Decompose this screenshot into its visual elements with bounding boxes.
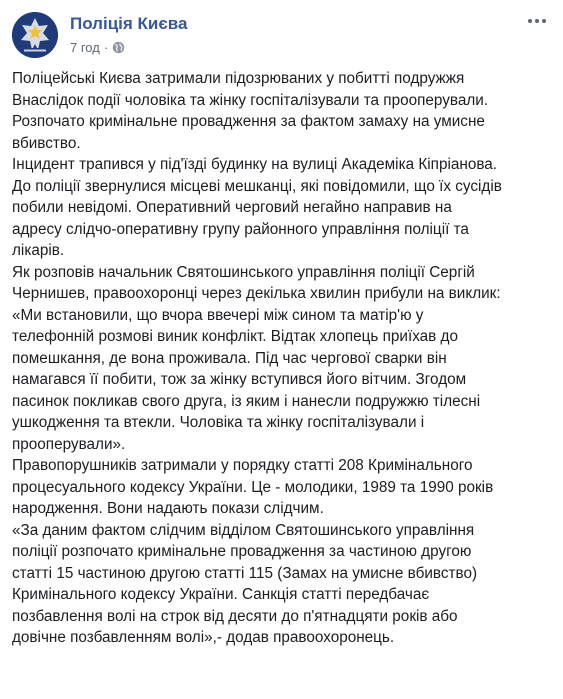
more-horizontal-icon[interactable] [527, 16, 547, 26]
post-text-line: адресу слідчо-оперативну групу районного управління поліції та [12, 220, 469, 238]
avatar[interactable] [12, 12, 58, 58]
post-text-line: До поліції звернулися місцеві мешканці, які повідомили, що їх сусідів [12, 177, 502, 195]
post-text [12, 68, 557, 649]
post-text-line: ушкодження та втекли. Чоловіка та жінку госпіталізували і [12, 414, 425, 431]
post-text-line: статті 15 частиною другою статті 115 (Замах на умисне вбивство) [12, 564, 478, 582]
post-text-line: помешкання, де вона проживала. Під час чергової сварки він [12, 349, 447, 367]
post-text-line: процесуального кодексу України. Це - молодики, 1989 та 1990 років [12, 478, 494, 496]
post-text-line: телефонній розмові виник конфлікт. Відтак хлопець приїхав до [12, 328, 458, 345]
post-text-line: Внаслідок події чоловіка та жінку госпіталізували та прооперували. [12, 91, 489, 109]
post-text-line: побили невідомі. Оперативний черговий негайно направив на [12, 199, 452, 216]
post-text-line: Розпочато кримінальне провадження за фактом замаху на умисне [12, 113, 485, 130]
post-text-line: Як розповів начальник Святошинського управління поліції Сергій [12, 263, 475, 281]
post-text-line: Інцидент трапився у під'їзді будинку на вулиці Академіка Кіпріанова. [12, 156, 498, 173]
meta-separator: · [103, 39, 109, 55]
post-text-line: позбавлення волі на строк від десяти до п'ятнадцяти років або [12, 607, 458, 625]
post-text-line: «Ми встановили, що вчора ввечері між сином та матір'ю у [12, 306, 424, 324]
post-text-line: прооперували». [12, 435, 126, 453]
post-text-line: Поліцейські Києва затримали підозрюваних у побитті подружжя [12, 70, 465, 87]
post-text-line: вбивство. [12, 134, 81, 152]
post-text-line: Правопорушників затримали у порядку статті 208 Кримінального [12, 457, 473, 474]
post-text-line: «За даним фактом слідчим відділом Святошинського управління [12, 521, 475, 539]
post-meta [70, 38, 125, 56]
post-text-line: лікарів. [12, 242, 65, 259]
police-badge-icon [12, 12, 58, 58]
globe-icon[interactable] [112, 41, 125, 54]
post-text-line: намагався її побити, тож за жінку вступився його вітчим. Згодом [12, 371, 467, 388]
post-text-line: народження. Вони надають покази слідчим. [12, 500, 324, 517]
post-text-line: Кримінального кодексу України. Санкція статті передбачає [12, 586, 430, 603]
post-timestamp[interactable]: 7 год [70, 39, 100, 55]
post-text-line: довічне позбавленням волі»,- додав правоохоронець. [12, 629, 395, 646]
post-text-line: Чернишев, правоохоронці через декілька хвилин прибули на виклик: [12, 285, 501, 302]
post-text-line: поліції розпочато кримінальне провадження за частиною другою [12, 543, 472, 560]
post-header [12, 12, 551, 60]
post-text-line: пасинок покликав свого друга, із яким і нанесли подружжю тілесні [12, 392, 481, 410]
page-name-link[interactable]: Поліція Києва [70, 14, 188, 33]
